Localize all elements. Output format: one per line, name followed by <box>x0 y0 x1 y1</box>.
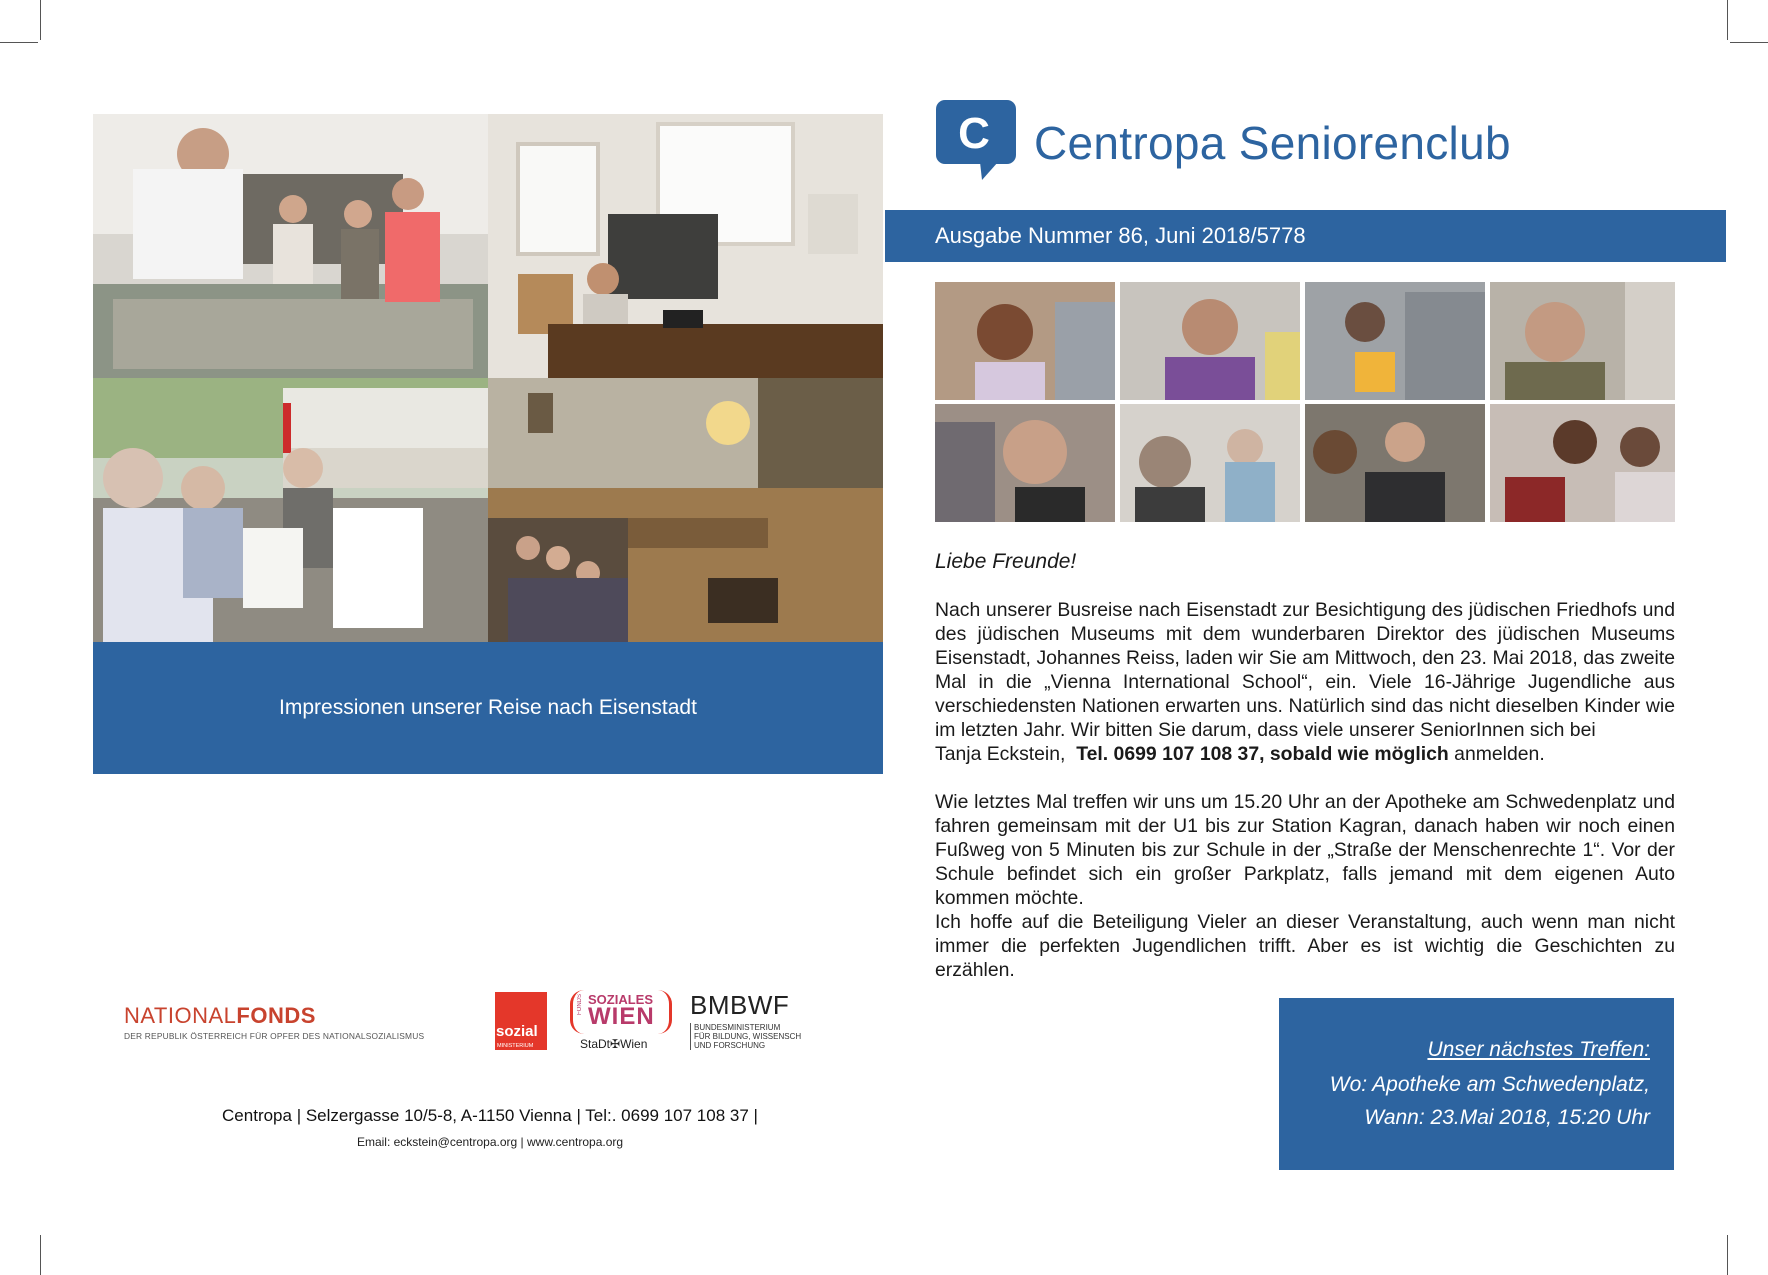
bmbwf-sub1: BUNDESMINISTERIUM <box>694 1023 781 1032</box>
bmbwf-title: BMBWF <box>690 990 790 1020</box>
letter-contact-line <box>935 742 1675 766</box>
crop-mark <box>1727 0 1728 40</box>
brand-title: Centropa Seniorenclub <box>1034 117 1511 169</box>
photo-synagogue-interior <box>488 378 883 642</box>
meeting-where: Wo: Apotheke am Schwedenplatz, <box>1329 1073 1650 1096</box>
bmbwf-sub3: UND FORSCHUNG <box>694 1041 766 1050</box>
crop-mark <box>40 0 41 40</box>
letter-greeting: Liebe Freunde! <box>935 550 1077 573</box>
sozialministerium-logo <box>495 992 547 1050</box>
sozial-sub: MINISTERIUM <box>497 1043 534 1049</box>
fsw-sub: StaDt✠Wien <box>580 1037 648 1051</box>
photo-museum-visitors <box>93 114 488 378</box>
sozial-text: sozial <box>496 1023 538 1040</box>
nationalfonds-b: FONDS <box>236 1003 316 1028</box>
crop-mark <box>1727 1235 1728 1275</box>
crop-mark <box>0 42 38 43</box>
logo-letter: C <box>958 109 990 158</box>
nationalfonds-subtitle: DER REPUBLIK ÖSTERREICH FÜR OPFER DES NATIONALSOZIALISMUS <box>124 1031 425 1041</box>
photo-garden-gathering <box>93 378 488 642</box>
letter-paragraph-2: Wie letztes Mal treffen wir uns um 15.20 Uhr an der Apotheke am Schwedenplatz und fahren gemeinsam mit der U1 bis zur Station Kagran, danach haben wir noch einen Fußweg von 5 Minuten bis zur Schule in der „Straße der Menschenrechte 1“. Vor der Schule befindet sich ein großer Parkplatz, falls jemand mit dem eigenen Auto kommen möchte. <box>935 791 1675 909</box>
centropa-logo-icon <box>936 100 1016 180</box>
issue-label: Ausgabe Nummer 86, Juni 2018/5778 <box>935 223 1306 248</box>
nationalfonds-logo <box>124 1003 469 1041</box>
photo-classroom <box>488 114 883 378</box>
fsw-main: WIEN <box>588 1003 655 1030</box>
letter-body <box>935 598 1675 982</box>
crop-mark <box>40 1235 41 1275</box>
footer-email: Email: eckstein@centropa.org | www.centropa.org <box>356 1135 624 1149</box>
left-caption-band <box>93 642 883 774</box>
contact-end: anmelden. <box>1454 743 1545 765</box>
letter-paragraph-3: Ich hoffe auf die Beteiligung Vieler an dieser Veranstaltung, auch wenn man nicht immer die perfekten Jugendlichen trifft. Aber es ist wichtig die Geschichten zu erzählen. <box>935 911 1675 981</box>
crop-mark <box>1730 42 1768 43</box>
fsw-side: FONDS <box>577 994 583 1015</box>
left-caption: Impressionen unserer Reise nach Eisenstadt <box>279 696 697 719</box>
bmbwf-logo <box>690 990 820 1050</box>
meeting-when: Wann: 23.Mai 2018, 15:20 Uhr <box>1364 1106 1650 1129</box>
nationalfonds-a: NATIONAL <box>124 1003 237 1028</box>
photo-grid-students <box>935 282 1675 522</box>
bmbwf-sub2: FÜR BILDUNG, WISSENSCH <box>694 1032 802 1041</box>
fsw-top: SOZIALES <box>588 992 654 1007</box>
footer-address: Centropa | Selzergasse 10/5-8, A-1150 Vienna | Tel:. 0699 107 108 37 | <box>222 1106 758 1125</box>
fsw-logo <box>570 990 666 1052</box>
letter-paragraph-1: Nach unserer Busreise nach Eisenstadt zur Besichtigung des jüdischen Friedhofs und des jüdischen Museums mit dem wunderbaren Direktor des jüdischen Museums Eisenstadt, Johannes Reiss, laden wir Sie am Mittwoch, den 23. Mai 2018, das zweite Mal in die „Vienna International School“, ein. Viele 16-Jährige Jugendliche aus verschiedensten Nationen erwarten uns. Natürlich sind das nicht dieselben Kinder wie im letzten Jahr. Wir bitten Sie darum, dass viele unserer SeniorInnen sich bei <box>935 599 1675 741</box>
meeting-box <box>1279 998 1674 1170</box>
meeting-heading: Unser nächstes Treffen: <box>1427 1038 1650 1061</box>
issue-band <box>885 210 1726 262</box>
contact-phone: Tel. 0699 107 108 37, sobald wie möglich <box>1076 743 1449 765</box>
contact-name: Tanja Eckstein, <box>935 743 1066 765</box>
